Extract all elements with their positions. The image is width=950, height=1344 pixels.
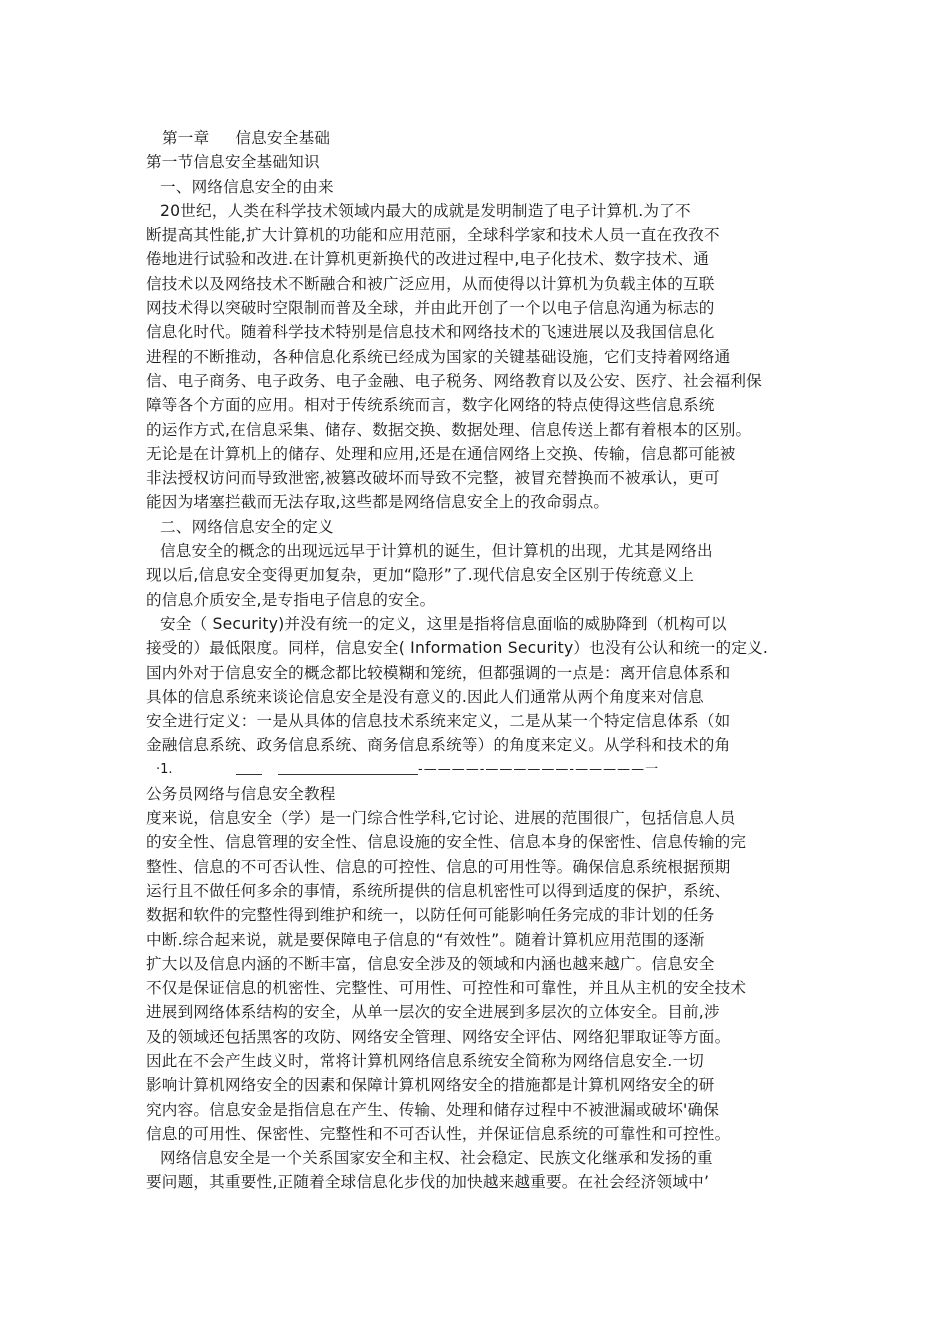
text-line: 安全（ Security)并没有统一的定义，这里是指将信息面临的威胁降到（机构可以: [160, 614, 727, 633]
text-line: 接受的）最低限度。同样，信息安全( Information Security）也没有公认和统一的定义.: [146, 639, 769, 658]
text-line: 中断.综合起来说，就是要保障电子信息的“有效性”。随着计算机应用范围的逐渐: [146, 930, 705, 949]
text-line: 具体的信息系统来谈论信息安全是没有意义的.因此人们通常从两个角度来对信息: [146, 687, 704, 706]
text-line: 断提高其性能,扩大计算机的功能和应用范丽，全球科学家和技术人员一直在孜孜不: [146, 226, 720, 245]
text-line: 的信息介质安全,是专指电子信息的安全。: [146, 590, 436, 609]
text-line: 信息化时代。随着科学技术特别是信息技术和网络技术的飞速进展以及我国信息化: [146, 323, 715, 342]
text-line: 度来说，信息安全（学）是一门综合性学科,它讨论、进展的范围很广，包括信息人员: [146, 809, 736, 828]
chapter-label: 第一章: [162, 129, 210, 147]
text-line: 非法授权访问而导致泄密,被篡改破坏而导致不完整，被冒充替换而不被承认，更可: [146, 469, 720, 488]
text-line: 金融信息系统、政务信息系统、商务信息系统等）的角度来定义。从学科和技术的角: [146, 736, 731, 755]
text-line: 进程的不断推动，各种信息化系统已经成为国家的关键基础设施，它们支持着网络通: [146, 347, 731, 366]
text-line: 信、电子商务、电子政务、电子金融、电子税务、网络教育以及公安、医疗、社会福利保: [146, 371, 762, 390]
page2-text: [146, 782, 800, 1195]
text-line: 的运作方式,在信息采集、储存、数据交换、数据处理、信息传送上都有着根本的区别。: [146, 420, 752, 439]
text-line: 网络信息安全是一个关系国家安全和主权、社会稳定、民族文化继承和发扬的重: [160, 1149, 713, 1168]
text-line: 的安全性、信息管理的安全性、信息设施的安全性、信息本身的保密性、信息传输的完: [146, 833, 747, 852]
text-line: 不仅是保证信息的机密性、完整性、可用性、可控性和可靠性，并且从主机的安全技术: [146, 979, 747, 998]
chapter-heading: [146, 126, 800, 150]
text-line: 第一节信息安全基础知识: [146, 153, 320, 172]
text-line: 信息的可用性、保密性、完整性和不可否认性，并保证信息系统的可靠性和可控性。: [146, 1124, 731, 1143]
page1-text: [146, 150, 800, 757]
page-footer-divider: [146, 758, 800, 782]
page-number-marker: ·1.: [156, 761, 173, 777]
footer-dash-rule: -————-——————-—————一: [418, 761, 660, 777]
text-line: 整性、信息的不可否认性、信息的可控性、信息的可用性等。确保信息系统根据预期: [146, 857, 731, 876]
text-line: 二、网络信息安全的定义: [160, 517, 334, 536]
footer-rule-long: [278, 774, 418, 775]
text-line: 扩大以及信息内涵的不断丰富，信息安全涉及的领域和内涵也越来越广。信息安全: [146, 954, 715, 973]
document-body: [146, 126, 800, 1195]
text-line: 信技术以及网络技术不断融合和被广泛应用，从而使得以计算机为负载主体的互联: [146, 274, 715, 293]
text-line: 运行且不做任何多余的事情，系统所提供的信息机密性可以得到适度的保护，系统、: [146, 881, 731, 900]
text-line: 公务员网络与信息安全教程: [146, 784, 336, 803]
text-line: 20世纪，人类在科学技术领域内最大的成就是发明制造了电子计算机.为了不: [160, 201, 691, 220]
text-line: 网技术得以突破时空限制而普及全球，并由此开创了一个以电子信息沟通为标志的: [146, 299, 715, 318]
footer-rule-short: [236, 774, 262, 775]
text-line: 现以后,信息安全变得更加复杂，更加“隐形”了.现代信息安全区别于传统意义上: [146, 566, 695, 585]
text-line: 倦地进行试验和改进.在计算机更新换代的改进过程中,电子化技术、数字技术、通: [146, 250, 710, 269]
text-line: 数据和软件的完整性得到维护和统一，以防任何可能影响任务完成的非计划的任务: [146, 906, 715, 925]
text-line: 影响计算机网络安全的因素和保障计算机网络安全的措施都是计算机网络安全的研: [146, 1076, 715, 1095]
text-line: 进展到网络体系结构的安全，从单一层次的安全进展到多层次的立体安全。目前,涉: [146, 1003, 720, 1022]
text-line: 及的领域还包括黑客的攻防、网络安全管理、网络安全评估、网络犯罪取证等方面。: [146, 1027, 731, 1046]
text-line: 究内容。信息安金是指信息在产生、传输、处理和储存过程中不被泄漏或破坏'确保: [146, 1100, 720, 1119]
text-line: 因此在不会产生歧义时，常将计算机网络信息系统安全简称为网络信息安全.一切: [146, 1051, 704, 1070]
chapter-title: 信息安全基础: [235, 129, 331, 147]
text-line: 一、网络信息安全的由来: [160, 177, 334, 196]
text-line: 能因为堵塞拦截而无法存取,这些都是网络信息安全上的孜命弱点。: [146, 493, 610, 512]
text-line: 要问题，其重要性,正随着全球信息化步伐的加快越来越重要。在社会经济领域中’: [146, 1173, 710, 1192]
text-line: 无论是在计算机上的储存、处理和应用,还是在通信网络上交换、传输，信息都可能被: [146, 444, 736, 463]
text-line: 障等各个方面的应用。相对于传统系统而言，数字化网络的特点使得这些信息系统: [146, 396, 715, 415]
text-line: 国内外对于信息安全的概念都比较模糊和笼统，但都强调的一点是：离开信息体系和: [146, 663, 731, 682]
text-line: 信息安全的概念的出现远远早于计算机的诞生，但计算机的出现，尤其是网络出: [160, 542, 713, 561]
text-line: 安全进行定义：一是从具体的信息技术系统来定义，二是从某一个特定信息体系（如: [146, 712, 731, 731]
